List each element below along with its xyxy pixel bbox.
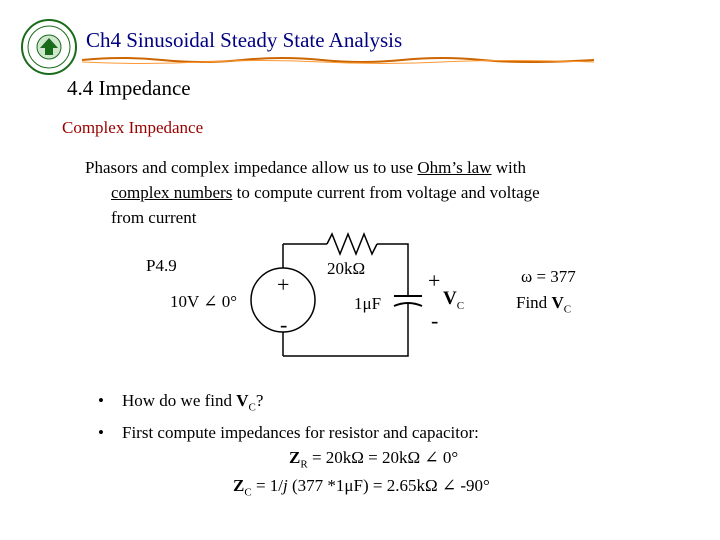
vc-label: $V_C$	[443, 288, 465, 312]
para-line1-post: with	[491, 158, 526, 177]
circuit-wire	[283, 311, 408, 356]
para-line1-pre: Phasors and complex impedance allow us to use	[85, 158, 418, 177]
subsection-title: Complex Impedance	[62, 118, 204, 137]
source-label: 10V ∠ 0°	[170, 292, 238, 311]
section-title: 4.4 Impedance	[67, 76, 191, 100]
zc-equation: $Z_C = 1/j$ (377 *1μF) = 2.65kΩ ∠ -90°	[233, 476, 490, 499]
header-title: Ch4 Sinusoidal Steady State Analysis	[86, 28, 403, 52]
complex-numbers-link: complex numbers	[111, 183, 233, 202]
para-line2-post: to compute current from voltage and voltage	[232, 183, 540, 202]
find-vc-label: Find $V_C$	[516, 293, 572, 316]
problem-label: P4.9	[146, 256, 177, 275]
source-minus: -	[280, 312, 288, 337]
zr-equation: $Z_R = 20k\Omega = 20k\Omega$ ∠ 0°	[289, 448, 459, 471]
omega-label: ω = 377	[521, 267, 576, 286]
bullet-item: • How do we find $V_C$?	[98, 388, 479, 420]
capacitor-label: 1μF	[354, 294, 382, 313]
vc-minus: -	[431, 308, 439, 333]
bullet-item: • First compute impedances for resistor and capacitor:	[98, 420, 479, 446]
circuit-wire	[377, 244, 408, 281]
vc-plus: +	[428, 268, 441, 293]
resistor-label: 20kΩ	[327, 259, 366, 278]
source-plus: +	[277, 272, 290, 297]
para-line3: from current	[111, 208, 197, 227]
resistor-symbol	[327, 234, 377, 254]
bullet-list	[98, 388, 479, 446]
ohms-law-link: Ohm’s law	[417, 158, 492, 177]
